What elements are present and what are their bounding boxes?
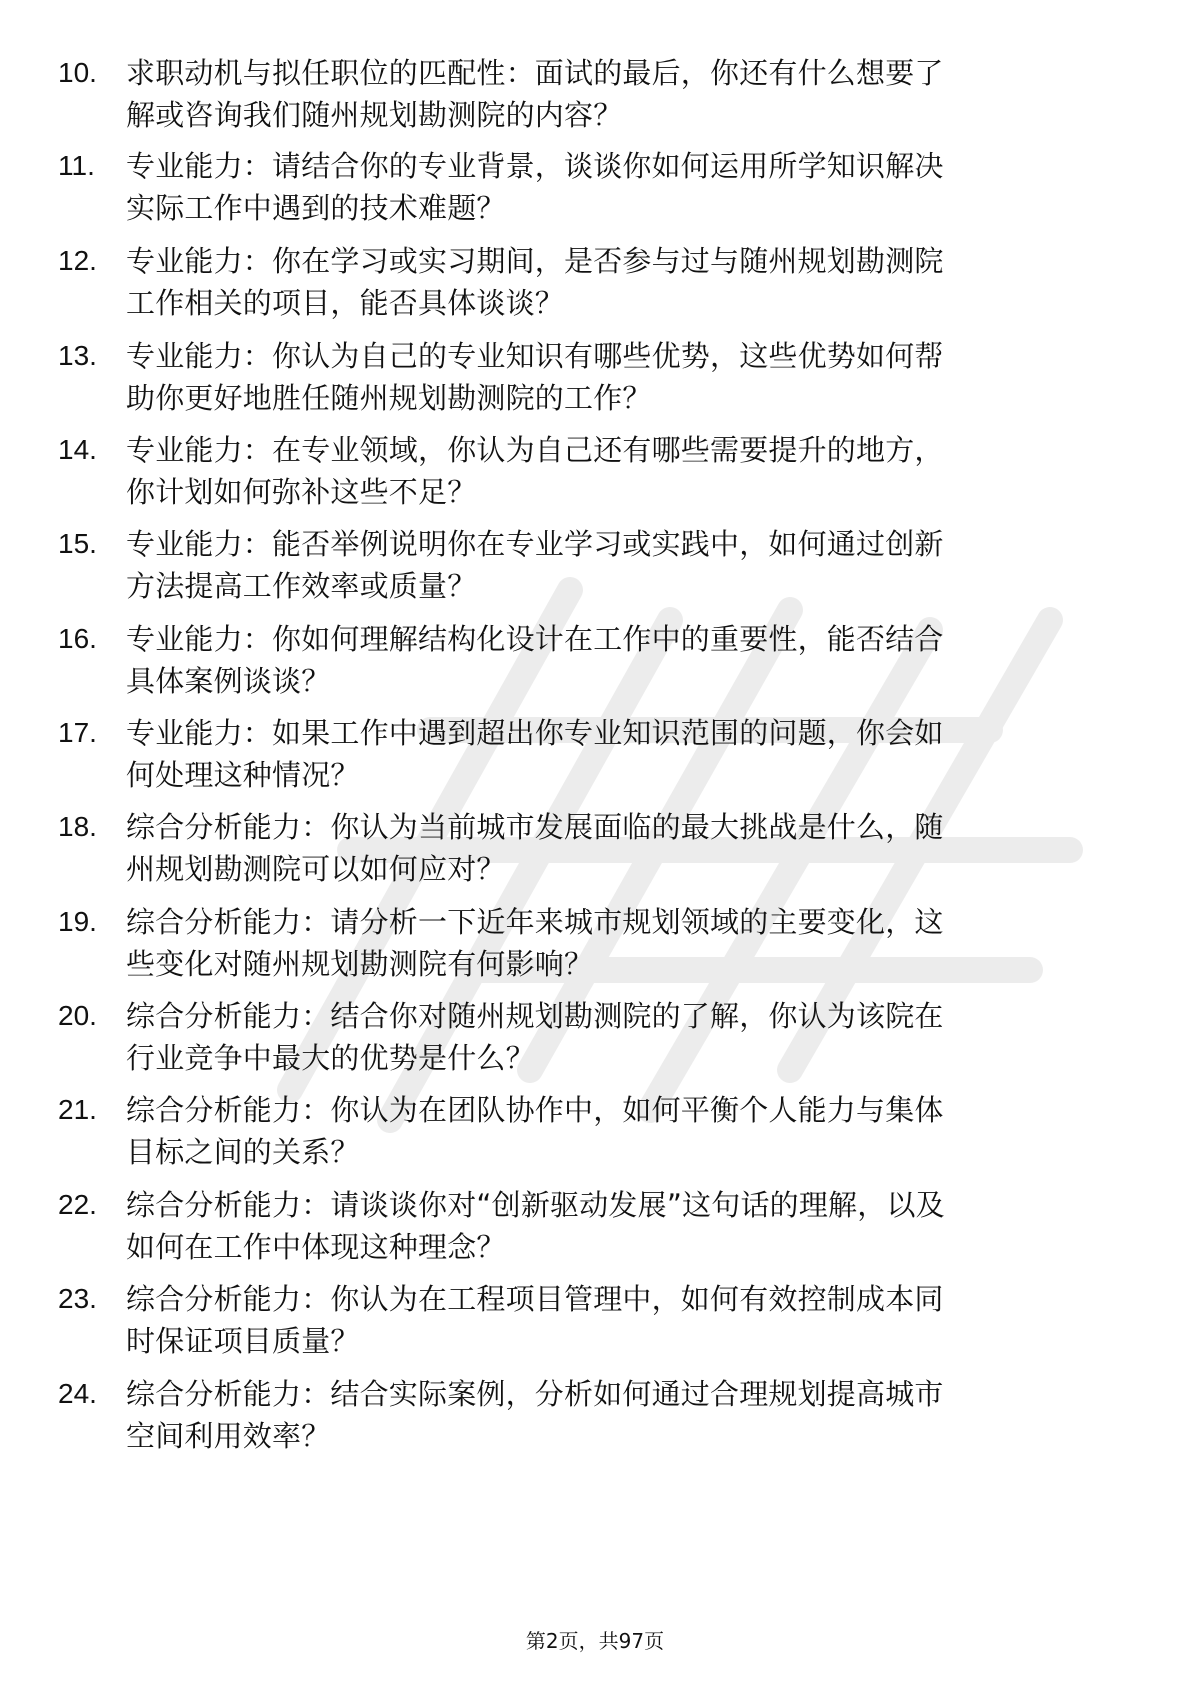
question-line: 工作相关的项目，能否具体谈谈？ (126, 286, 565, 320)
question-line: 何处理这种情况？ (126, 758, 360, 792)
list-item (58, 1278, 1118, 1368)
question-number: 19. (58, 906, 97, 937)
list-item (58, 618, 1118, 708)
question-number: 11. (58, 150, 95, 181)
question-line: 解或咨询我们随州规划勘测院的内容？ (126, 98, 623, 132)
question-line: 专业能力：你在学习或实习期间，是否参与过与随州规划勘测院 (126, 244, 944, 278)
list-item (58, 145, 1118, 235)
question-line: 专业能力：请结合你的专业背景，谈谈你如何运用所学知识解决 (126, 149, 944, 183)
question-text (126, 52, 1176, 136)
question-text (126, 1373, 1176, 1457)
question-text (126, 240, 1176, 324)
question-line: 目标之间的关系？ (126, 1135, 360, 1169)
question-text (126, 145, 1176, 229)
question-line: 综合分析能力：请分析一下近年来城市规划领域的主要变化，这 (126, 905, 944, 939)
question-number: 10. (58, 57, 97, 88)
list-item (58, 429, 1118, 519)
question-number: 22. (58, 1189, 97, 1220)
list-item (58, 1373, 1118, 1463)
question-line: 综合分析能力：请谈谈你对“创新驱动发展”这句话的理解，以及 (126, 1188, 945, 1222)
question-number: 16. (58, 623, 97, 654)
list-item (58, 712, 1118, 802)
question-line: 你计划如何弥补这些不足？ (126, 475, 477, 509)
question-text (126, 1184, 1176, 1268)
list-item (58, 52, 1118, 142)
question-line: 具体案例谈谈？ (126, 664, 331, 698)
question-number: 23. (58, 1283, 97, 1314)
question-text (126, 806, 1176, 890)
list-item (58, 806, 1118, 896)
question-line: 州规划勘测院可以如何应对？ (126, 852, 506, 886)
question-line: 综合分析能力：你认为在工程项目管理中，如何有效控制成本同 (126, 1282, 944, 1316)
question-text (126, 523, 1176, 607)
question-line: 综合分析能力：你认为在团队协作中，如何平衡个人能力与集体 (126, 1093, 944, 1127)
question-text (126, 1278, 1176, 1362)
question-number: 20. (58, 1000, 97, 1031)
page-footer: 第2页，共97页 (525, 1629, 665, 1653)
question-line: 些变化对随州规划勘测院有何影响？ (126, 947, 594, 981)
question-line: 助你更好地胜任随州规划勘测院的工作？ (126, 381, 652, 415)
question-text (126, 1089, 1176, 1173)
question-line: 方法提高工作效率或质量？ (126, 569, 477, 603)
question-line: 综合分析能力：结合实际案例，分析如何通过合理规划提高城市 (126, 1377, 944, 1411)
question-line: 专业能力：能否举例说明你在专业学习或实践中，如何通过创新 (126, 527, 944, 561)
question-line: 专业能力：在专业领域，你认为自己还有哪些需要提升的地方， (126, 433, 944, 467)
question-text (126, 995, 1176, 1079)
question-line: 空间利用效率？ (126, 1419, 331, 1453)
list-item (58, 1184, 1118, 1274)
question-number: 14. (58, 434, 97, 465)
question-number: 12. (58, 245, 97, 276)
question-text (126, 429, 1176, 513)
question-line: 专业能力：你认为自己的专业知识有哪些优势，这些优势如何帮 (126, 339, 944, 373)
question-number: 24. (58, 1378, 97, 1409)
list-item (58, 901, 1118, 991)
question-number: 17. (58, 717, 97, 748)
question-number: 13. (58, 340, 97, 371)
question-number: 21. (58, 1094, 97, 1125)
list-item (58, 523, 1118, 613)
question-line: 求职动机与拟任职位的匹配性：面试的最后，你还有什么想要了 (126, 56, 944, 90)
question-line: 综合分析能力：结合你对随州规划勘测院的了解，你认为该院在 (126, 999, 944, 1033)
list-item (58, 995, 1118, 1085)
question-text (126, 618, 1176, 702)
list-item (58, 335, 1118, 425)
question-line: 综合分析能力：你认为当前城市发展面临的最大挑战是什么，随 (126, 810, 944, 844)
question-line: 实际工作中遇到的技术难题？ (126, 191, 506, 225)
question-text (126, 712, 1176, 796)
question-number: 15. (58, 528, 97, 559)
question-line: 时保证项目质量？ (126, 1324, 360, 1358)
question-line: 行业竞争中最大的优势是什么？ (126, 1041, 535, 1075)
list-item (58, 1089, 1118, 1179)
question-text (126, 335, 1176, 419)
question-line: 专业能力：你如何理解结构化设计在工作中的重要性，能否结合 (126, 622, 944, 656)
question-line: 专业能力：如果工作中遇到超出你专业知识范围的问题，你会如 (126, 716, 944, 750)
list-item (58, 240, 1118, 330)
question-line: 如何在工作中体现这种理念？ (126, 1230, 506, 1264)
question-text (126, 901, 1176, 985)
question-number: 18. (58, 811, 97, 842)
